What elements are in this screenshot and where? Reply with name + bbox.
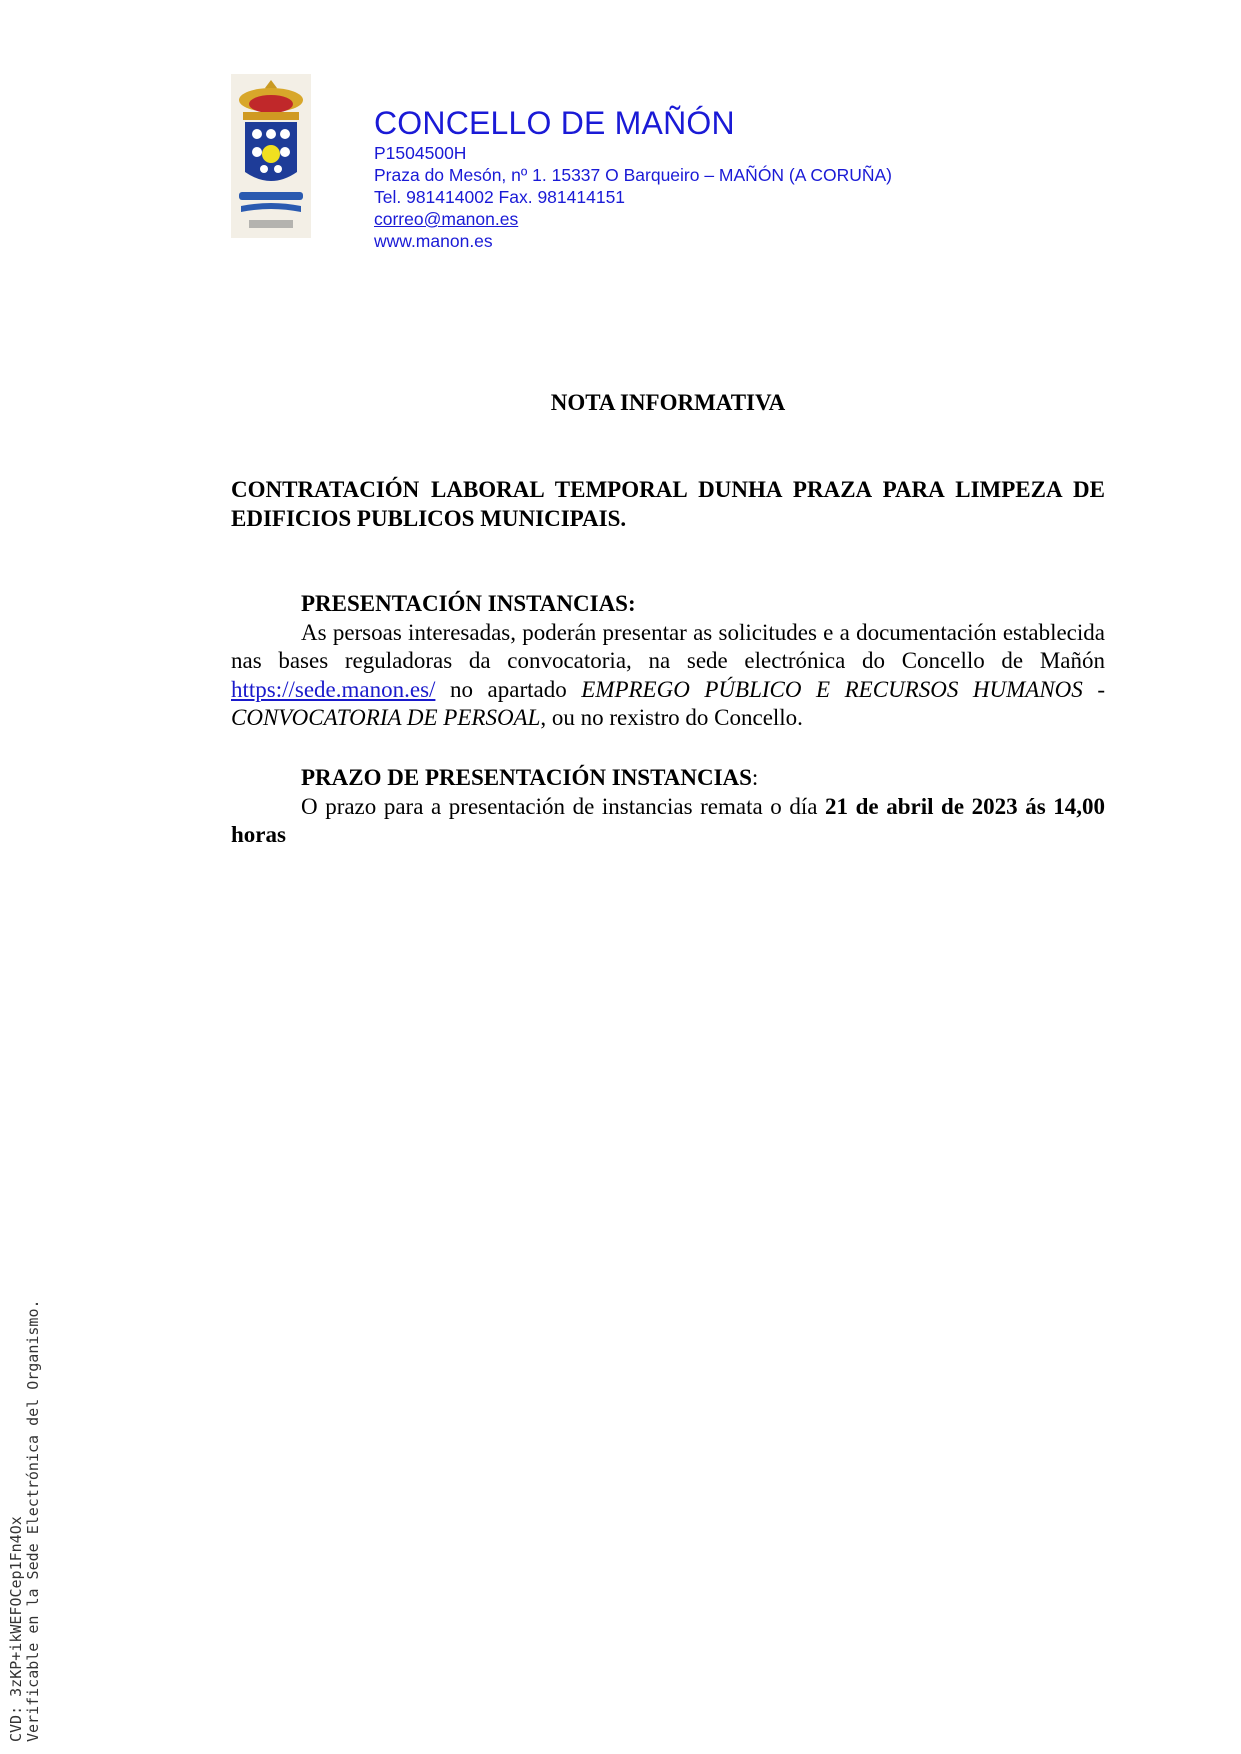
section-deadline-heading-wrap: PRAZO DE PRESENTACIÓN INSTANCIAS: bbox=[301, 765, 759, 790]
council-code: P1504500H bbox=[374, 143, 467, 163]
sede-link[interactable]: https://sede.manon.es/ bbox=[231, 676, 436, 702]
section-submission-paragraph: As persoas interesadas, poderán presentar as solicitudes e a documentación establecida nas bases reguladoras da convocatoria, na sede electrónica do Concello de Mañón https://sede.manon.es/ no apartado EMPREGO PÚBLICO E RECURSOS HUMANOS - CONVOCATORIA DE PERSOAL, ou no rexistro do Concello. bbox=[231, 619, 1105, 730]
note-title: NOTA INFORMATIVA bbox=[550, 390, 786, 415]
section-italic: EMPREGO PÚBLICO E RECURSOS HUMANOS - CONVOCATORIA DE PERSOAL bbox=[231, 676, 1105, 730]
section-deadline-heading: PRAZO DE PRESENTACIÓN INSTANCIAS bbox=[301, 765, 752, 790]
council-address: Praza do Mesón, nº 1. 15337 O Barqueiro – MAÑÓN (A CORUÑA) bbox=[374, 165, 892, 185]
cvd-code: CVD: 3zKP+ikWEFOCep1Fn4Ox bbox=[7, 1516, 25, 1742]
section-submission-heading: PRESENTACIÓN INSTANCIAS: bbox=[301, 591, 636, 616]
section-deadline bbox=[231, 764, 1105, 850]
website-text: www.manon.es bbox=[374, 231, 493, 251]
letterhead bbox=[374, 104, 892, 252]
verification-stamp bbox=[8, 1299, 42, 1742]
council-phone: Tel. 981414002 Fax. 981414151 bbox=[374, 187, 626, 207]
deadline-date: 21 de abril de 2023 ás 14,00 horas bbox=[231, 793, 1105, 847]
council-name: CONCELLO DE MAÑÓN bbox=[374, 105, 735, 141]
section-submission bbox=[231, 590, 1105, 733]
email-link[interactable]: correo@manon.es bbox=[374, 209, 519, 229]
subject-heading: CONTRATACIÓN LABORAL TEMPORAL DUNHA PRAZA PARA LIMPEZA DE EDIFICIOS PUBLICOS MUNICIPAIS. bbox=[231, 477, 1105, 531]
verification-text: Verificable en la Sede Electrónica del Organismo. bbox=[24, 1299, 42, 1742]
coat-of-arms-logo bbox=[231, 74, 311, 238]
section-deadline-paragraph: O prazo para a presentación de instancias remata o día 21 de abril de 2023 ás 14,00 horas bbox=[231, 793, 1105, 847]
